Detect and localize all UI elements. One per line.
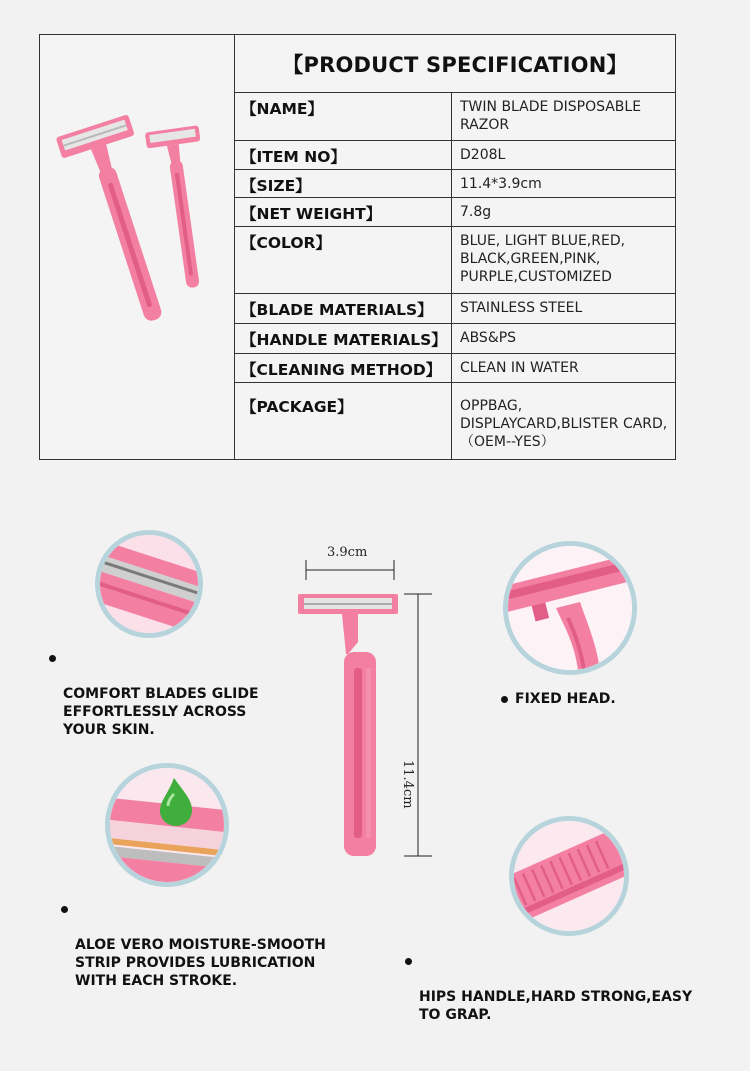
- height-dimension-label: 11.4cm: [400, 760, 415, 809]
- spec-row-handle-materials: [235, 324, 675, 354]
- spec-label: 【SIZE】: [235, 170, 452, 197]
- fixed-head-image: [508, 546, 632, 670]
- spec-value: STAINLESS STEEL: [460, 300, 583, 316]
- spec-value: 7.8g: [460, 204, 492, 220]
- spec-row-color: [235, 227, 675, 294]
- handle-closeup-bubble: [509, 816, 629, 936]
- spec-label: 【HANDLE MATERIALS】: [235, 324, 452, 353]
- feature-handle: [419, 952, 692, 1024]
- blades-closeup-bubble: [95, 530, 203, 638]
- product-image-cell: [40, 35, 235, 459]
- feature-head: [515, 690, 616, 708]
- aloe-strip-bubble: [105, 763, 229, 887]
- spec-row-cleaning-method: [235, 354, 675, 383]
- feature-head-text: FIXED HEAD.: [515, 691, 616, 707]
- razor-pair-image: [40, 35, 234, 459]
- feature-handle-text: HIPS HANDLE,HARD STRONG,EASY TO GRAP.: [419, 989, 693, 1023]
- bullet-icon: [61, 906, 68, 913]
- razor-dimension-drawing: [298, 558, 438, 878]
- aloe-strip-image: [110, 768, 224, 882]
- feature-aloe: [75, 900, 326, 990]
- width-dimension-label: 3.9cm: [327, 545, 368, 560]
- spec-value: 11.4*3.9cm: [460, 176, 542, 192]
- spec-label: 【COLOR】: [235, 227, 452, 293]
- spec-label: 【NET WEIGHT】: [235, 198, 452, 226]
- spec-table: [39, 34, 676, 460]
- spec-label: 【BLADE MATERIALS】: [235, 294, 452, 323]
- spec-label: 【CLEANING METHOD】: [235, 354, 452, 382]
- spec-value: OPPBAG, DISPLAYCARD,BLISTER CARD, （OEM--YES）: [460, 398, 668, 450]
- spec-row-net-weight: [235, 198, 675, 227]
- spec-label: 【NAME】: [235, 93, 452, 140]
- feature-blades-text: COMFORT BLADES GLIDE EFFORTLESSLY ACROSS YOUR SKIN.: [63, 686, 259, 738]
- spec-value: BLUE, LIGHT BLUE,RED, BLACK,GREEN,PINK, PURPLE,CUSTOMIZED: [460, 233, 626, 285]
- feature-blades: [63, 649, 259, 739]
- spec-label: 【PACKAGE】: [235, 383, 452, 459]
- feature-aloe-text: ALOE VERO MOISTURE-SMOOTH STRIP PROVIDES LUBRICATION WITH EACH STROKE.: [75, 937, 326, 989]
- spec-row-size: [235, 170, 675, 198]
- fixed-head-bubble: [503, 541, 637, 675]
- bullet-icon: [49, 655, 56, 662]
- bullet-icon: [405, 958, 412, 965]
- handle-closeup-image: [514, 821, 624, 931]
- spec-value: CLEAN IN WATER: [460, 360, 579, 376]
- spec-row-package: [235, 383, 675, 459]
- blades-closeup-image: [100, 535, 198, 633]
- spec-value: TWIN BLADE DISPOSABLE RAZOR: [460, 99, 642, 133]
- bullet-icon: [501, 696, 508, 703]
- spec-row-blade-materials: [235, 294, 675, 324]
- spec-value: ABS&PS: [460, 330, 517, 346]
- spec-row-name: [235, 93, 675, 141]
- spec-value: D208L: [460, 147, 506, 163]
- spec-title: 【PRODUCT SPECIFICATION】: [235, 35, 675, 93]
- spec-row-item-no: [235, 141, 675, 170]
- spec-label: 【ITEM NO】: [235, 141, 452, 169]
